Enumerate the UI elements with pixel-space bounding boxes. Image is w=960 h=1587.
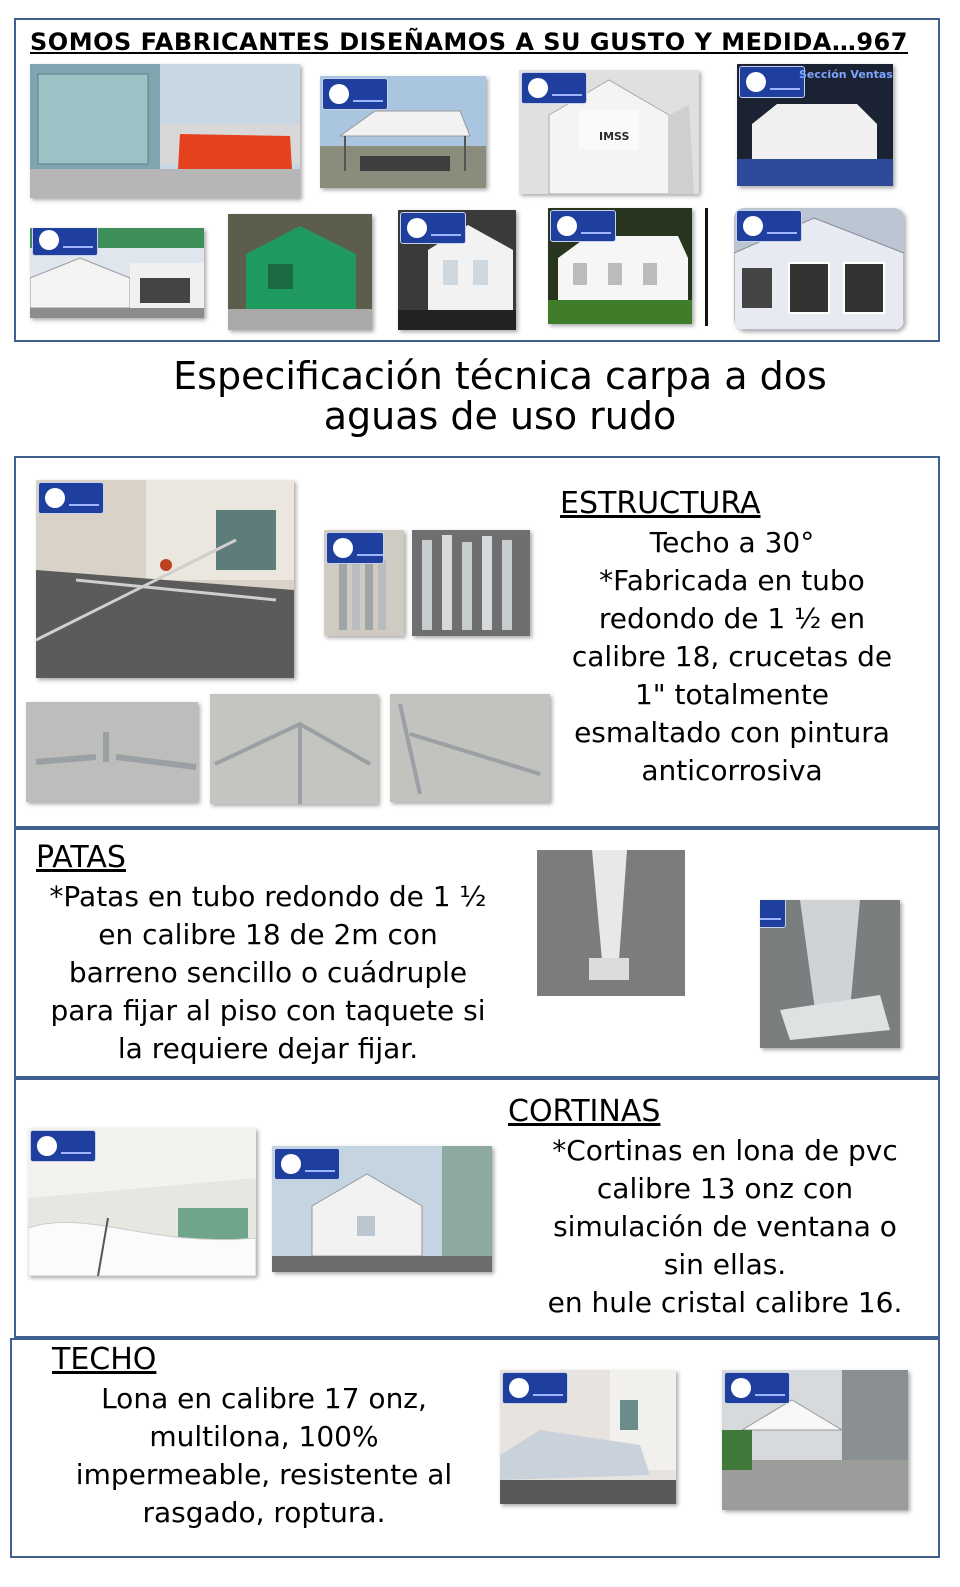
tent-photo-5 xyxy=(30,228,204,318)
sales-badge xyxy=(322,78,388,110)
curtain-photo-2 xyxy=(272,1146,492,1272)
spec-title xyxy=(120,356,880,436)
patas-heading: PATAS xyxy=(36,840,126,875)
techo-line: rasgado, roptura. xyxy=(142,1496,386,1529)
joint-photo-3 xyxy=(390,694,550,802)
leg-base-photo-1 xyxy=(537,850,685,996)
estructura-text xyxy=(556,524,908,790)
cortinas-heading: CORTINAS xyxy=(508,1094,661,1129)
roof-photo-2 xyxy=(722,1370,908,1510)
roof-photo-1 xyxy=(500,1370,676,1504)
patas-line: *Patas en tubo redondo de 1 ½ xyxy=(49,880,487,913)
patas-line: para fijar al piso con taquete si xyxy=(50,994,486,1027)
structure-photo-frame xyxy=(36,480,294,678)
tent-photo-3 xyxy=(519,70,699,194)
divider-line xyxy=(705,208,708,326)
cortinas-line: calibre 13 onz con xyxy=(596,1172,854,1205)
patas-line: barreno sencillo o cuádruple xyxy=(68,956,468,989)
estructura-line: *Fabricada en tubo xyxy=(599,564,865,597)
tent-photo-9 xyxy=(734,208,904,330)
cortinas-line: *Cortinas en lona de pvc xyxy=(552,1134,898,1167)
sales-badge xyxy=(326,532,384,564)
cortinas-line: sin ellas. xyxy=(663,1248,787,1281)
sales-badge xyxy=(760,900,786,928)
patas-line: en calibre 18 de 2m con xyxy=(98,918,438,951)
tent-photo-8 xyxy=(548,208,692,324)
techo-line: impermeable, resistente al xyxy=(75,1458,453,1491)
sales-badge xyxy=(739,66,805,98)
spec-title-line1: Especificación técnica carpa a dos xyxy=(173,354,827,398)
sales-badge xyxy=(736,210,802,242)
tent-photo-2 xyxy=(320,76,486,188)
tent-photo-1 xyxy=(30,64,300,198)
sales-badge xyxy=(400,212,466,244)
estructura-line: redondo de 1 ½ en xyxy=(598,602,866,635)
headline: SOMOS FABRICANTES DISEÑAMOS A SU GUSTO Y MEDIDA…967 xyxy=(30,28,908,56)
cortinas-line: simulación de ventana o xyxy=(553,1210,897,1243)
tent-photo-7 xyxy=(398,210,516,330)
techo-text xyxy=(56,1380,472,1532)
fittings-photo xyxy=(412,530,530,636)
tent-photo-4 xyxy=(737,64,893,186)
tent-photo-6 xyxy=(228,214,372,330)
leg-base-photo-2 xyxy=(760,900,900,1048)
sales-badge xyxy=(502,1372,568,1404)
imss-label: IMSS xyxy=(599,130,630,143)
cortinas-line: en hule cristal calibre 16. xyxy=(547,1286,903,1319)
patas-line: la requiere dejar fijar. xyxy=(117,1032,419,1065)
patas-text xyxy=(30,878,506,1068)
sales-badge xyxy=(38,482,104,514)
spec-title-line2: aguas de uso rudo xyxy=(323,394,677,438)
sales-badge xyxy=(274,1148,340,1180)
estructura-line: 1" totalmente xyxy=(634,678,830,711)
techo-line: multilona, 100% xyxy=(149,1420,379,1453)
tubes-photo xyxy=(324,530,404,636)
techo-heading: TECHO xyxy=(52,1342,157,1377)
techo-line: Lona en calibre 17 onz, xyxy=(101,1382,427,1415)
sales-badge xyxy=(32,228,98,256)
estructura-line: calibre 18, crucetas de xyxy=(571,640,893,673)
sales-badge xyxy=(550,210,616,242)
estructura-heading: ESTRUCTURA xyxy=(560,486,761,521)
sales-badge xyxy=(724,1372,790,1404)
sales-label: Sección Ventas xyxy=(799,68,893,81)
curtain-photo-1 xyxy=(28,1128,256,1276)
sales-badge xyxy=(521,72,587,104)
joint-photo-2 xyxy=(210,694,378,804)
estructura-line: Techo a 30° xyxy=(649,526,815,559)
joint-photo-1 xyxy=(26,702,198,802)
estructura-line: anticorrosiva xyxy=(641,754,823,787)
estructura-line: esmaltado con pintura xyxy=(574,716,890,749)
cortinas-text xyxy=(530,1132,920,1322)
sales-badge xyxy=(30,1130,96,1162)
